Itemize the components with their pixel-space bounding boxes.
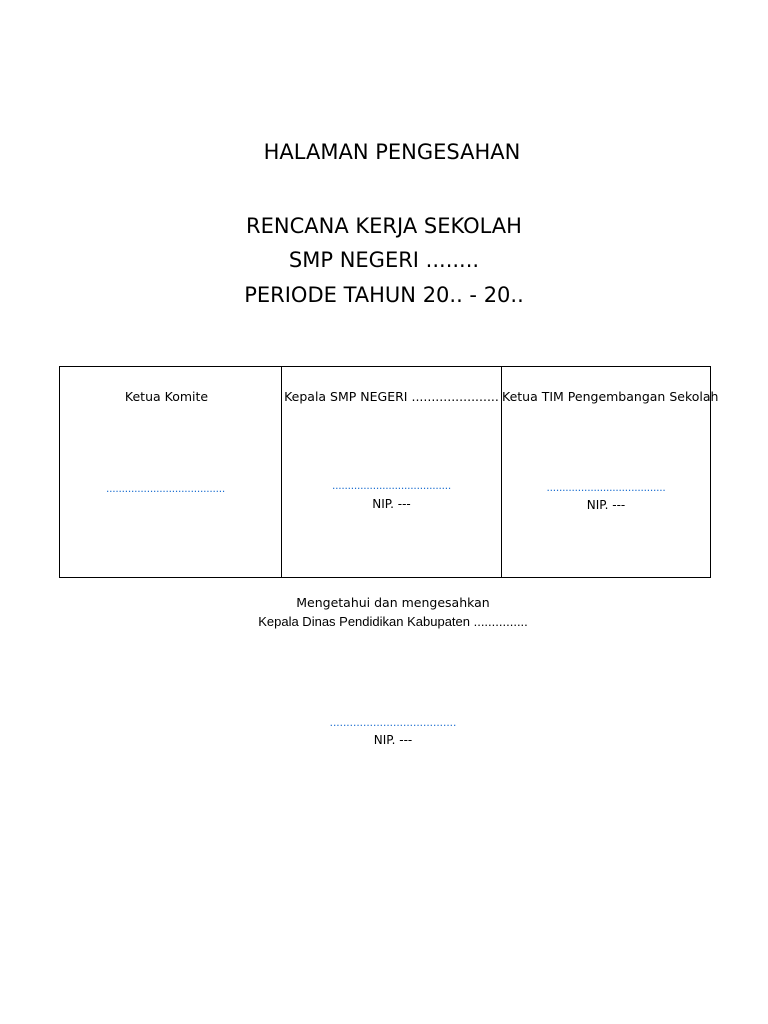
signature-cell-kepala-sekolah	[282, 367, 502, 578]
signature-cell-komite	[60, 367, 282, 578]
signature-table	[59, 366, 719, 578]
approval-nip: NIP. ---	[373, 733, 413, 747]
signature-role-komite: Ketua Komite	[124, 389, 209, 404]
signature-line-tim-pengembangan: ......................................	[546, 480, 666, 494]
signature-nip-kepala-sekolah: NIP. ---	[372, 497, 411, 511]
approval-official-title: Kepala Dinas Pendidikan Kabupaten ...............	[258, 614, 528, 629]
document-subtitle-school: SMP NEGERI ........	[288, 248, 480, 272]
signature-line-komite: ......................................	[105, 481, 226, 495]
signature-role-kepala-sekolah: Kepala SMP NEGERI ......................	[284, 389, 499, 404]
signature-role-tim-pengembangan: Ketua TIM Pengembangan Sekolah	[502, 389, 719, 404]
document-subtitle-period: PERIODE TAHUN 20.. - 20..	[244, 283, 524, 307]
approval-signature-line: ......................................	[329, 715, 457, 729]
signature-cell-tim-pengembangan	[502, 367, 719, 578]
document-subtitle-plan: RENCANA KERJA SEKOLAH	[246, 214, 522, 238]
signature-line-kepala-sekolah: ......................................	[331, 478, 452, 492]
approval-caption: Mengetahui dan mengesahkan	[296, 595, 490, 610]
page-title: HALAMAN PENGESAHAN	[263, 140, 521, 164]
signature-nip-tim-pengembangan: NIP. ---	[586, 498, 626, 512]
